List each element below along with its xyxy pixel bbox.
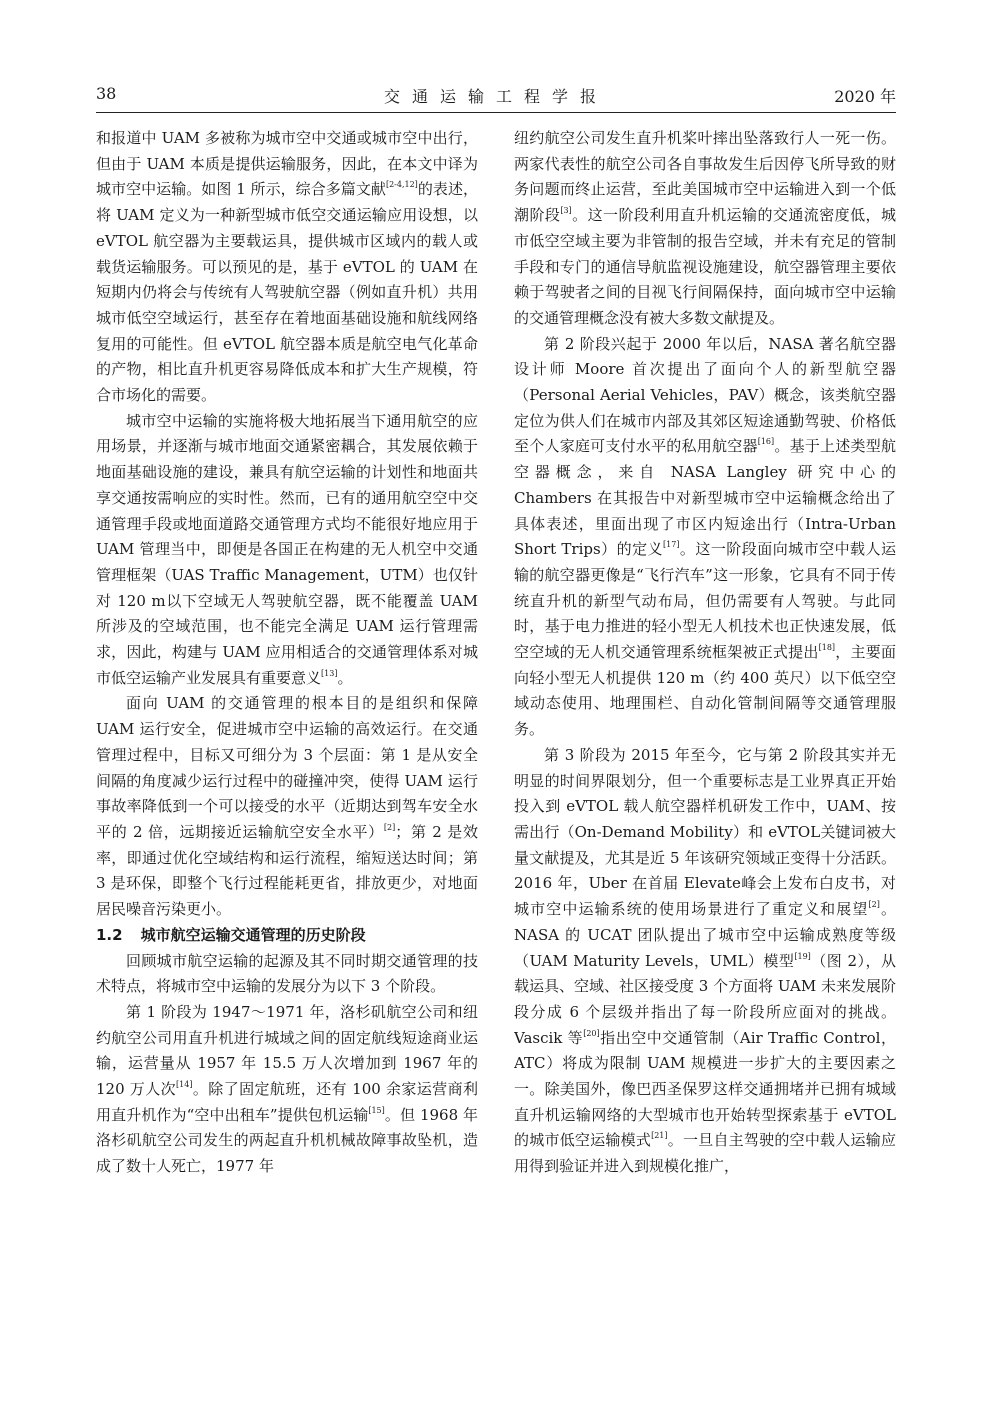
header-rule xyxy=(96,112,896,113)
paragraph xyxy=(96,691,478,922)
section-heading xyxy=(96,923,478,949)
right-column xyxy=(514,126,896,1316)
text-run: 指出空中交通管制（Air Traffic Control，ATC）将成为限制 UAM 规模进一步扩大的主要因素之一。除美国外，像巴西圣保罗这样交通拥堵并已拥有城域直升机运输网络的大型城市也开始转型探索基于 eVTOL 的城市低空运输模式 xyxy=(514,1028,896,1150)
section-number: 1.2 xyxy=(96,925,123,944)
text-run: 。一旦自主驾驶的空中载人运输应用得到验证并进入到规模化推广， xyxy=(514,1131,896,1176)
citation: [18] xyxy=(818,643,836,653)
journal-year: 2020 年 xyxy=(834,87,896,106)
paragraph xyxy=(514,126,896,332)
text-run: 纽约航空公司发生直升机桨叶摔出坠落致行人一死一伤。两家代表性的航空公司各自事故发生后因停飞所导致的财务问题而终止运营，至此美国城市空中运输进入到一个低潮阶段 xyxy=(514,129,896,225)
paragraph: 回顾城市航空运输的起源及其不同时期交通管理的技术特点，将城市空中运输的发展分为以下 3 个阶段。 xyxy=(96,951,478,996)
text-run: （图 2），从载运具、空域、社区接受度 3 个方面将 UAM 未来发展阶段分成 6 个层级并指出了每一阶段所应面对的挑战。Vascik 等 xyxy=(514,951,896,1047)
citation: [20] xyxy=(583,1028,600,1038)
text-run: 第 2 阶段兴起于 2000 年以后，NASA 著名航空器设计师 Moore 首次提出了面向个人的新型航空器（Personal Aerial Vehicles，PAV）概念，该类航空器定位为供人们在城市内部及其郊区短途通勤驾驶、价格低至个人家庭可支付水平的私用航空器 xyxy=(514,334,896,456)
paragraph xyxy=(96,126,478,409)
text-run: 。除了固定航班，还有 100 余家运营商利用直升机作为“空中出租车”提供包机运输 xyxy=(96,1080,478,1124)
text-run: 和报道中 UAM 多被称为城市空中交通或城市空中出行，但由于 UAM 本质是提供运输服务，因此，在本文中译为城市空中运输。如图 1 所示，综合多篇文献 xyxy=(96,129,478,199)
citation: [17] xyxy=(663,540,680,550)
paragraph xyxy=(514,743,896,1180)
text-run: 第 3 阶段为 2015 年至今，它与第 2 阶段其实并无明显的时间界限划分，但一个重要标志是工业界真正开始投入到 eVTOL 载人航空器样机研发工作中，UAM、按需出行（On-Demand Mobility）和 eVTOL关键词被大量文献提及，尤其是近 5 年该研究领域正变得十分活跃。2016 年，Uber 在首届 Elevate峰会上发布白皮书，对城市空中运输系统的使用场景进行了重定义和展望 xyxy=(514,745,896,919)
citation: [13] xyxy=(321,668,338,678)
journal-title: 交通运输工程学报 xyxy=(383,87,608,106)
text-run: 。 xyxy=(337,668,353,687)
text-run: 的表述，将 UAM 定义为一种新型城市低空交通运输应用设想，以 eVTOL 航空器为主要载运具，提供城市区域内的载人或载货运输服务。可以预见的是，基于 eVTOL 的 UAM 在短期内仍将会与传统有人驾驶航空器（例如直升机）共用城市低空空域运行，甚至存在着地面基础设施和航线网络复用的可能性。但 eVTOL 航空器本质是航空电气化革命的产物，相比直升机更容易降低成本和扩大生产规模，符合市场化的需要。 xyxy=(96,180,478,405)
paragraph xyxy=(514,332,896,743)
text-run: 。NASA 的 UCAT 团队提出了城市空中运输成熟度等级（UAM Maturity Levels，UML）模型 xyxy=(514,900,896,970)
page-number: 38 xyxy=(96,84,117,103)
text-run: ；第 2 是效率，即通过优化空域结构和运行流程，缩短送达时间；第 3 是环保，即整个飞行过程能耗更省，排放更少，对地面居民噪音污染更小。 xyxy=(96,822,478,919)
citation: [2] xyxy=(383,822,396,832)
citation: [2-4,12] xyxy=(385,180,418,190)
citation: [3] xyxy=(560,206,572,216)
citation: [2] xyxy=(868,900,880,910)
left-column xyxy=(96,126,478,1316)
text-run: ，主要面向轻小型无人机提供 120 m（约 400 英尺）以下低空空域动态使用、地理围栏、自动化管制间隔等交通管理服务。 xyxy=(514,643,896,739)
text-run: 第 1 阶段为 1947～1971 年，洛杉矶航空公司和纽约航空公司用直升机进行城域之间的固定航线短途商业运输，运营量从 1957 年 15.5 万人次增加到 1967 年的 120 万人次 xyxy=(96,1002,478,1099)
citation: [15] xyxy=(368,1105,385,1115)
text-run: 。这一阶段面向城市空中载人运输的航空器更像是“飞行汽车”这一形象，它具有不同于传统直升机的新型气动布局，但仍需要有人驾驶。与此同时，基于电力推进的轻小型无人机技术也正快速发展，低空空域的无人机交通管理系统框架被正式提出 xyxy=(514,540,896,662)
text-run: 。这一阶段利用直升机运输的交通流密度低，城市低空空域主要为非管制的报告空域，并未有充足的管制手段和专门的通信导航监视设施建设，航空器管理主要依赖于驾驶者之间的目视飞行间隔保持，面向城市空中运输的交通管理概念没有被大多数文献提及。 xyxy=(514,206,896,327)
text-run: 面向 UAM 的交通管理的根本目的是组织和保障 UAM 运行安全，促进城市空中运输的高效运行。在交通管理过程中，目标又可细分为 3 个层面：第 1 是从安全间隔的角度减少运行过程中的碰撞冲突，使得 UAM 运行事故率降低到一个可以接受的水平（近期达到驾车安全水平的 2 倍，远期接近运输航空安全水平） xyxy=(96,694,478,841)
text-run: 。但 1968 年洛杉矶航空公司发生的两起直升机机械故障事故坠机，造成了数十人死亡，1977 年 xyxy=(96,1105,478,1176)
citation: [21] xyxy=(651,1131,668,1141)
citation: [19] xyxy=(794,951,811,961)
citation: [14] xyxy=(176,1080,193,1090)
running-header xyxy=(96,84,896,108)
text-run: 城市空中运输的实施将极大地拓展当下通用航空的应用场景，并逐渐与城市地面交通紧密耦合，其发展依赖于地面基础设施的建设，兼具有航空运输的计划性和地面共享交通按需响应的实时性。然而，已有的通用航空空中交通管理手段或地面道路交通管理方式均不能很好地应用于 UAM 管理当中，即便是各国正在构建的无人机空中交通管理框架（UAS Traffic Management，UTM）也仅针对 120 m以下空域无人驾驶航空器，既不能覆盖 UAM 所涉及的空域范围，也不能完全满足 UAM 运行管理需求，因此，构建与 UAM 应用相适合的交通管理体系对城市低空运输产业发展具有重要意义 xyxy=(96,411,478,687)
paragraph xyxy=(96,1000,478,1180)
citation: [16] xyxy=(757,437,775,447)
text-run: 。基于上述类型航空器概念，来自 NASA Langley 研究中心的 Chambers 在其报告中对新型城市空中运输概念给出了具体表述，里面出现了市区内短途出行（Intra-Urban Short Trips）的定义 xyxy=(514,437,896,559)
section-title: 城市航空运输交通管理的历史阶段 xyxy=(140,925,366,944)
paragraph xyxy=(96,409,478,692)
